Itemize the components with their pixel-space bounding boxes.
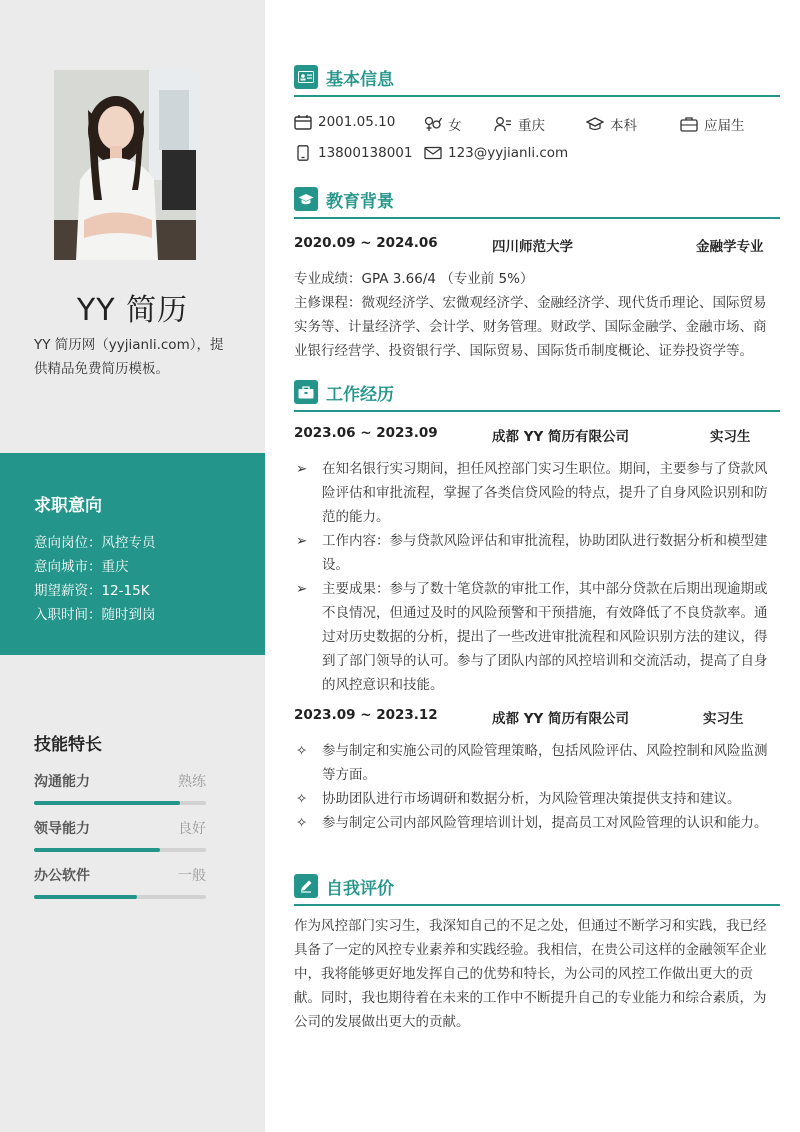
job-intent-panel: [0, 453, 265, 655]
degree-value: 本科: [610, 118, 637, 134]
bullet-text: 工作内容：参与贷款风险评估和审批流程，协助团队进行数据分析和模型建设。: [322, 533, 768, 573]
status-field: [680, 114, 745, 134]
graduation-cap-icon: [294, 187, 318, 211]
birth-field: [294, 114, 395, 130]
skill-bar-fill: [34, 801, 180, 805]
bullet-arrow-icon: ➢: [296, 461, 308, 477]
calendar-icon: [294, 114, 312, 130]
job-period: 2023.09 ~ 2023.12: [294, 707, 438, 723]
email-value: 123@yyjianli.com: [448, 145, 569, 161]
school-name: 四川师范大学: [492, 239, 573, 255]
skill-level: 良好: [178, 821, 206, 837]
intent-salary: 期望薪资：12-15K: [34, 583, 150, 599]
skill-bar-fill: [34, 895, 137, 899]
skill-bar: [34, 801, 206, 805]
job-period: 2023.06 ~ 2023.09: [294, 425, 438, 441]
bullet-text: 参与制定公司内部风险管理培训计划，提高员工对风险管理的认识和能力。: [322, 815, 768, 831]
skill-name: 沟通能力: [34, 774, 90, 790]
gender-field: [424, 114, 462, 134]
intent-start-date: 入职时间：随时到岗: [34, 607, 156, 623]
education-period: 2020.09 ~ 2024.06: [294, 235, 438, 251]
skill-item: [34, 771, 206, 818]
skill-item: [34, 865, 206, 912]
job-role: 实习生: [710, 429, 751, 445]
phone-icon: [294, 145, 312, 161]
list-item: [294, 787, 772, 811]
section-header-work: [294, 378, 780, 412]
status-value: 应届生: [704, 118, 745, 134]
bullet-text: 在知名银行实习期间，担任风控部门实习生职位。期间，主要参与了贷款风险评估和审批流程，掌握了各类信贷风险的特点，提升了自身风险识别和防范的能力。: [322, 461, 768, 525]
briefcase-icon: [680, 116, 698, 132]
section-title: 工作经历: [326, 385, 394, 405]
bullet-arrow-icon: ➢: [296, 581, 308, 597]
phone-field: [294, 145, 412, 161]
intent-position: 意向岗位：风控专员: [34, 535, 156, 551]
person-icon: [494, 116, 512, 132]
skill-name: 领导能力: [34, 821, 90, 837]
intent-city: 意向城市：重庆: [34, 559, 129, 575]
section-title: 基本信息: [326, 70, 394, 90]
job-bullet-list: [294, 739, 772, 835]
phone-value: 13800138001: [318, 145, 413, 161]
section-title: 教育背景: [326, 192, 394, 212]
list-item: [294, 529, 772, 577]
graduation-cap-icon: [586, 116, 604, 132]
list-item: [294, 577, 772, 697]
company-name: 成都 YY 简历有限公司: [492, 429, 629, 445]
job-bullet-list: [294, 457, 772, 697]
city-field: [494, 114, 545, 134]
job-intent-title: 求职意向: [34, 496, 102, 516]
bullet-text: 参与制定和实施公司的风险管理策略，包括风险评估、风险控制和风险监测等方面。: [322, 743, 768, 783]
portrait-illustration: [54, 70, 196, 260]
bullet-sparkle-icon: ✧: [296, 743, 308, 759]
birth-value: 2001.05.10: [318, 114, 396, 130]
skill-level: 一般: [178, 868, 206, 884]
company-name: 成都 YY 简历有限公司: [492, 711, 629, 727]
self-evaluation-text: 作为风控部门实习生，我深知自己的不足之处，但通过不断学习和实践，我已经具备了一定的风控专业素养和实践经验。我相信，在贵公司这样的金融领军企业中，我将能够更好地发挥自己的优势和特长，为公司的风控工作做出更大的贡献。同时，我也期待着在未来的工作中不断提升自己的专业能力和综合素质，为公司的发展做出更大的贡献。: [294, 918, 767, 1030]
gender-value: 女: [448, 118, 462, 134]
skills-panel: [34, 730, 206, 912]
job-role: 实习生: [703, 711, 744, 727]
major-name: 金融学专业: [696, 239, 764, 255]
bullet-text: 主要成果：参与了数十笔贷款的审批工作，其中部分贷款在后期出现逾期或不良情况，但通过及时的风险预警和干预措施，有效降低了不良贷款率。通过对历史数据的分析，提出了一些改进审批流程和风险识别方法的建议，得到了部门领导的认可。参与了团队内部的风控培训和交流活动，提高了自身的风控意识和技能。: [322, 581, 768, 693]
education-gpa: 专业成绩：GPA 3.66/4 （专业前 5%）: [294, 271, 534, 287]
section-header-education: [294, 185, 780, 219]
mail-icon: [424, 145, 442, 161]
bullet-sparkle-icon: ✧: [296, 791, 308, 807]
bullet-sparkle-icon: ✧: [296, 815, 308, 831]
gender-icon: [424, 116, 442, 132]
pen-icon: [294, 874, 318, 898]
section-title: 自我评价: [326, 879, 394, 899]
skill-level: 熟练: [178, 774, 206, 790]
list-item: [294, 457, 772, 529]
section-header-self: [294, 872, 780, 906]
id-card-icon: [294, 65, 318, 89]
bullet-arrow-icon: ➢: [296, 533, 308, 549]
skill-bar-fill: [34, 848, 160, 852]
email-field: [424, 145, 568, 161]
person-name: YY 简历: [76, 293, 189, 328]
degree-field: [586, 114, 637, 134]
skill-bar: [34, 848, 206, 852]
tagline: YY 简历网（yyjianli.com），提供精品免费简历模板。: [34, 337, 224, 377]
city-value: 重庆: [518, 118, 545, 134]
bullet-text: 协助团队进行市场调研和数据分析，为风险管理决策提供支持和建议。: [322, 791, 741, 807]
toolbox-icon: [294, 380, 318, 404]
skill-bar: [34, 895, 206, 899]
education-courses: 主修课程：微观经济学、宏微观经济学、金融经济学、现代货币理论、国际贸易实务等、计量经济学、会计学、财务管理。财政学、国际金融学、金融市场、商业银行经营学、投资银行学、国际贸易、国际货币制度概论、证券投资学等。: [294, 295, 767, 359]
profile-photo: [54, 70, 196, 260]
skill-name: 办公软件: [34, 868, 90, 884]
list-item: [294, 739, 772, 787]
skill-item: [34, 818, 206, 865]
list-item: [294, 811, 772, 835]
section-header-basic: [294, 63, 780, 97]
skills-title: 技能特长: [34, 735, 102, 755]
sidebar: [0, 0, 265, 1132]
